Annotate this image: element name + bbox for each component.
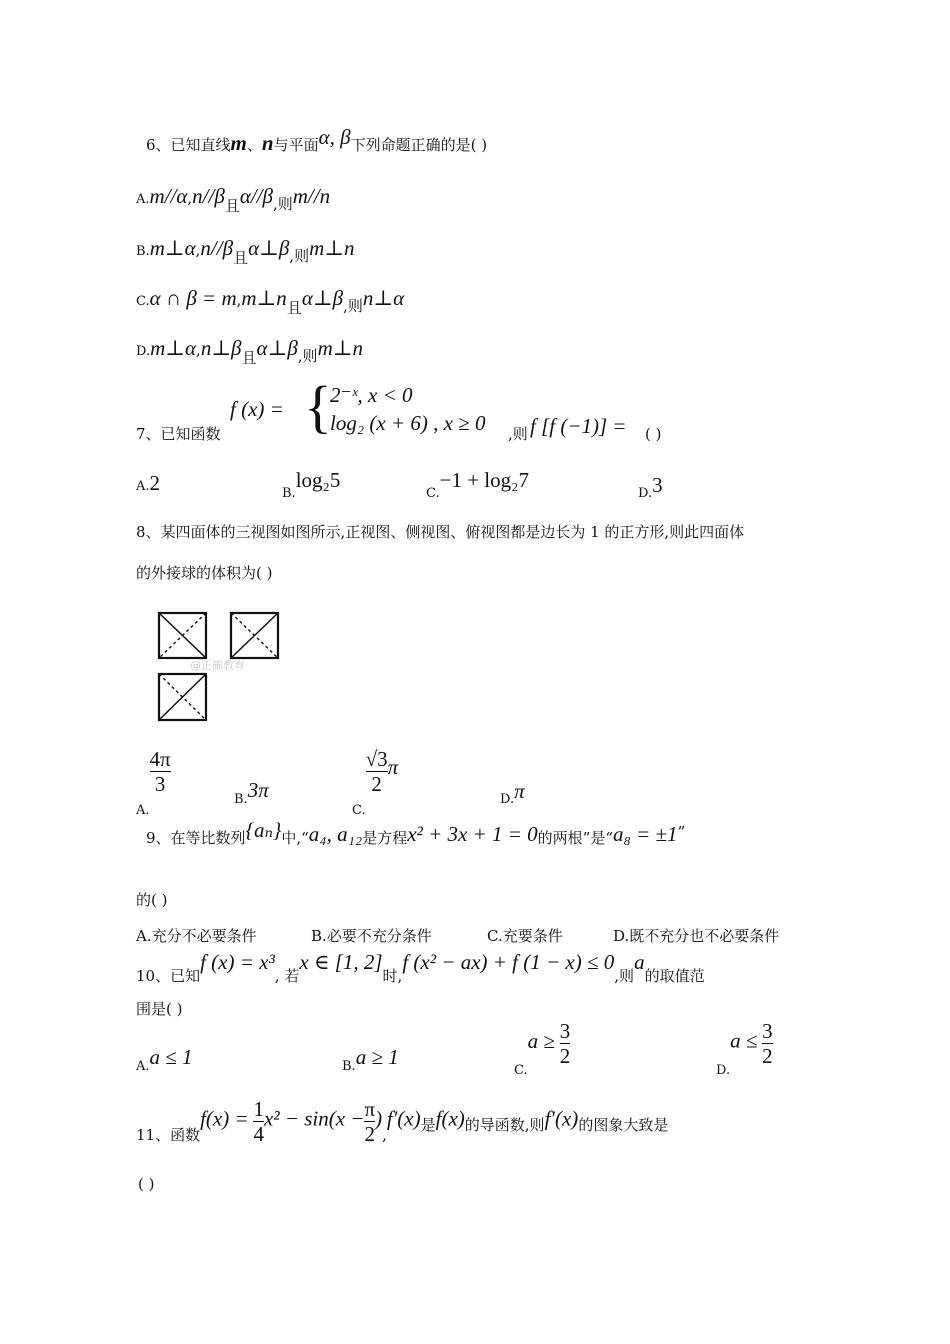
q6-math-m: m xyxy=(230,131,247,155)
q9-text: 9、在等比数列 xyxy=(146,829,246,847)
numerator: 4π xyxy=(149,747,171,771)
option-label: B. xyxy=(136,244,150,259)
denominator: 3 xyxy=(154,772,166,797)
q6-option-c[interactable] xyxy=(136,286,405,317)
numerator: 3 xyxy=(762,1019,773,1043)
denominator: 2 xyxy=(762,1044,773,1069)
option-math: m⊥n xyxy=(317,336,363,360)
q8-line2: 的外接球的体积为( ) xyxy=(136,564,273,582)
q9-option-a[interactable]: A.充分不必要条件 xyxy=(136,927,257,945)
option-value: 3π xyxy=(247,778,269,802)
option-math: α⊥β xyxy=(301,286,344,310)
q10-option-a[interactable] xyxy=(136,1045,193,1074)
option-label: C. xyxy=(352,802,366,818)
comma: , xyxy=(187,189,193,207)
q10-function: f (x) = x³ xyxy=(200,950,275,974)
q7-option-c[interactable] xyxy=(426,468,529,501)
q7-option-a[interactable] xyxy=(136,473,160,494)
fraction xyxy=(364,1098,375,1145)
option-math: n//β xyxy=(200,236,234,260)
option-math: m//n xyxy=(292,184,331,208)
option-math: m⊥α xyxy=(150,336,197,360)
q8-option-a[interactable] xyxy=(136,747,171,818)
then-text: ,则 xyxy=(297,347,318,365)
option-value: −1 + log₂7 xyxy=(439,468,529,492)
q10-inequality: f (x² − ax) + f (1 − x) ≤ 0 xyxy=(402,950,615,974)
q9-line2: 的( ) xyxy=(136,891,168,909)
q10-condition: x ∈ [1, 2] xyxy=(299,950,383,974)
q6-option-d[interactable] xyxy=(136,336,363,367)
side-view-figure xyxy=(229,611,281,661)
q9-text: ” xyxy=(677,823,686,841)
then-text: ,则 xyxy=(272,195,293,213)
numerator: √3 xyxy=(365,747,388,771)
q9-seq: {aₙ} xyxy=(245,818,282,842)
q7-brace: { xyxy=(304,374,332,439)
option-label: A. xyxy=(136,479,150,494)
option-math: a ≥ xyxy=(527,1028,555,1053)
option-label: B. xyxy=(234,792,248,807)
q10-text: 的取值范 xyxy=(644,967,705,985)
q10-option-d[interactable] xyxy=(716,1019,773,1078)
q11-derivative: f′(x) xyxy=(386,1106,421,1131)
option-math: m⊥n xyxy=(309,236,355,260)
option-value: 2 xyxy=(149,471,161,495)
numerator: 3 xyxy=(559,1019,571,1043)
fraction xyxy=(150,748,171,795)
q9-stem xyxy=(146,818,686,847)
option-math: α ∩ β = m xyxy=(149,286,237,310)
q10-text: 时, xyxy=(382,967,403,985)
option-math: n//β xyxy=(192,184,225,208)
option-label: D. xyxy=(136,344,151,359)
option-label: B. xyxy=(282,486,296,501)
q9-condition: a₈ = ±1 xyxy=(613,822,678,846)
q11-stem xyxy=(136,1098,668,1145)
q11-text: 是 xyxy=(420,1115,436,1134)
option-value: π xyxy=(514,779,525,803)
q10-line2: 围是( ) xyxy=(136,1000,183,1018)
q8-line1: 8、某四面体的三视图如图所示,正视图、侧视图、俯视图都是边长为 1 的正方形,则此四面体 xyxy=(136,523,745,541)
and-text: 且 xyxy=(286,299,302,317)
q11-text: 的图象大致是 xyxy=(578,1115,669,1134)
q7-then: ,则 xyxy=(508,425,528,443)
option-label: B. xyxy=(342,1059,356,1074)
option-math: n⊥α xyxy=(362,286,405,310)
q7-case1: 2⁻ˣ, x < 0 xyxy=(330,383,413,407)
q7-stem: 7、已知函数 xyxy=(136,425,221,443)
fraction xyxy=(762,1020,773,1067)
option-math: m//α xyxy=(149,184,188,208)
then-text: ,则 xyxy=(289,247,310,265)
q10-stem xyxy=(136,950,705,985)
watermark: @正確教育 xyxy=(190,659,245,672)
fraction xyxy=(366,748,388,795)
fraction xyxy=(560,1020,571,1067)
then-text: ,则 xyxy=(343,297,363,315)
q11-text: 的导函数,则 xyxy=(464,1115,545,1134)
numerator: 1 xyxy=(253,1097,264,1121)
q6-option-a[interactable] xyxy=(136,184,331,215)
q10-text: ,则 xyxy=(614,967,635,985)
q9-equation: x² + 3x + 1 = 0 xyxy=(407,822,538,846)
q9-option-d[interactable]: D.既不充分也不必要条件 xyxy=(613,927,780,945)
q6-stem-text3: 下列命题正确的是( ) xyxy=(350,136,488,154)
q10-option-c[interactable] xyxy=(514,1019,571,1078)
q7-fx: f (x) = xyxy=(230,397,284,421)
and-text: 且 xyxy=(233,249,249,267)
top-view-figure xyxy=(157,672,209,722)
q8-option-c[interactable] xyxy=(352,747,399,818)
q6-stem xyxy=(146,125,488,155)
denominator: 4 xyxy=(253,1122,264,1147)
option-value: 3 xyxy=(652,473,663,497)
q8-option-b[interactable] xyxy=(234,778,269,807)
option-label: A. xyxy=(136,192,150,207)
denominator: 2 xyxy=(371,772,382,797)
option-math: α//β xyxy=(239,184,273,208)
option-value: a ≥ 1 xyxy=(355,1045,399,1069)
q11-function: x² − sin(x − xyxy=(263,1106,365,1131)
q6-math-n: n xyxy=(261,131,274,155)
q9-text: 是方程 xyxy=(362,829,408,847)
option-label: A. xyxy=(136,1059,150,1074)
q9-text: 中,“ xyxy=(281,829,309,847)
option-value: log₂5 xyxy=(295,468,341,492)
q9-option-c[interactable]: C.充要条件 xyxy=(487,927,563,945)
q10-option-b[interactable] xyxy=(342,1045,399,1074)
option-math: a ≤ xyxy=(730,1028,758,1053)
q7-paren: ( ) xyxy=(645,425,662,443)
q6-stem-text2: 与平面 xyxy=(273,136,319,154)
option-label: D. xyxy=(716,1062,731,1078)
comma: , xyxy=(195,241,201,259)
comma: , xyxy=(196,341,201,359)
q10-text: , 若 xyxy=(274,967,300,985)
option-label: C. xyxy=(136,294,150,309)
q7-case2: log₂ (x + 6) , x ≥ 0 xyxy=(330,411,486,435)
q7-option-d[interactable] xyxy=(638,473,663,501)
q7-expr: f [f (−1)] = xyxy=(530,414,627,438)
q7-option-b[interactable] xyxy=(282,468,341,501)
q11-text: 11、函数 xyxy=(136,1125,201,1144)
q11-function: ) xyxy=(375,1106,383,1131)
fraction xyxy=(253,1098,264,1145)
q10-text: 10、已知 xyxy=(136,967,201,985)
q6-math-planes: α, β xyxy=(318,125,351,149)
option-math: α⊥β xyxy=(256,336,298,360)
q11-text: , xyxy=(382,1125,387,1144)
option-value: a ≤ 1 xyxy=(149,1045,193,1069)
q9-text: 的两根”是“ xyxy=(537,829,614,847)
denominator: 2 xyxy=(559,1044,571,1069)
option-label: A. xyxy=(136,802,150,818)
q6-option-b[interactable] xyxy=(136,236,355,267)
option-label: D. xyxy=(500,792,515,807)
q8-option-d[interactable] xyxy=(500,779,525,807)
denominator: 2 xyxy=(364,1122,376,1147)
option-math: m⊥α xyxy=(149,236,196,260)
option-math: α⊥β xyxy=(248,236,290,260)
option-label: D. xyxy=(638,486,653,501)
q11-line2: ( ) xyxy=(138,1175,155,1193)
q6-sep: 、 xyxy=(246,136,262,154)
and-text: 且 xyxy=(241,349,257,367)
comma: , xyxy=(236,291,242,309)
q11-function: f(x) = xyxy=(200,1106,249,1131)
q6-stem-text: 6、已知直线 xyxy=(146,136,231,154)
option-math: n⊥β xyxy=(200,336,242,360)
q11-derivative: f′(x) xyxy=(544,1106,579,1131)
numerator: π xyxy=(364,1097,376,1121)
and-text: 且 xyxy=(224,197,240,215)
front-view-figure xyxy=(157,611,209,661)
q10-variable: a xyxy=(634,950,645,974)
q9-option-b[interactable]: B.必要不充分条件 xyxy=(311,927,432,945)
option-math: m⊥n xyxy=(241,286,287,310)
option-label: C. xyxy=(514,1062,528,1078)
q9-terms: a₄, a₁₂ xyxy=(308,822,363,846)
pi-symbol: π xyxy=(387,754,399,779)
q11-function-ref: f(x) xyxy=(435,1106,465,1131)
option-label: C. xyxy=(426,486,440,501)
